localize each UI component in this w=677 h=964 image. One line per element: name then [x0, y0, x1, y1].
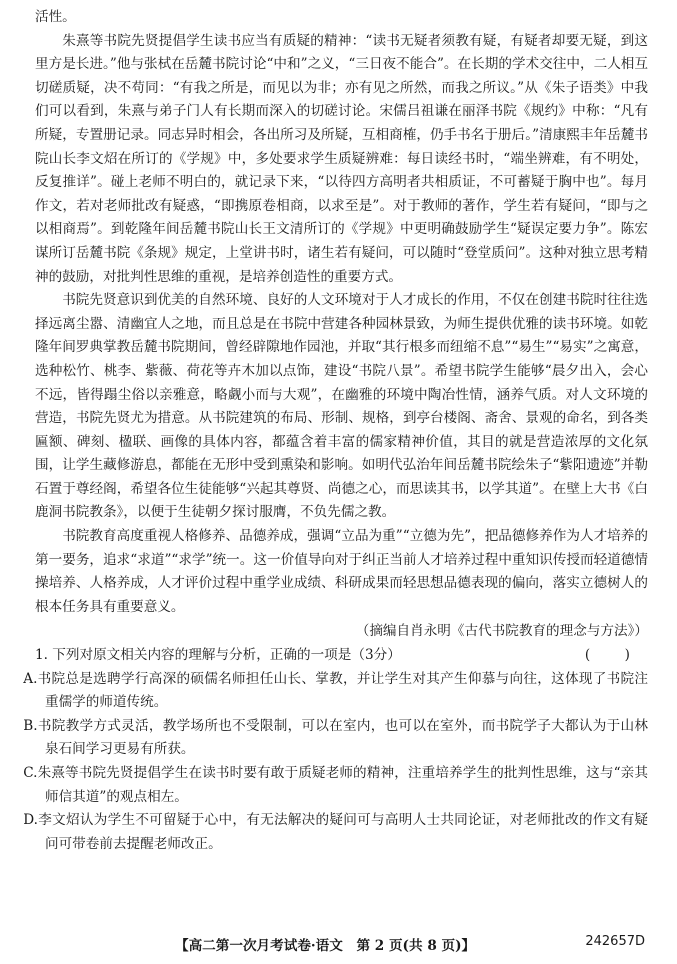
question-stem: [35, 644, 648, 668]
footer-title: 【高二第一次月考试卷·语文 第 2 页(共 8 页)】: [175, 938, 476, 954]
question-1: [23, 644, 648, 856]
option-b[interactable]: [23, 715, 648, 762]
passage-paragraph-1: 朱熹等书院先贤提倡学生读书应当有质疑的精神：“读书无疑者须教有疑，有疑者却要无疑，到这里方是长进。”他与张栻在岳麓书院讨论“中和”之义，“三日夜不能合”。在长期的学术交往中，二人相互切磋质疑，决不苟同：“有我之所是，而见以为非；亦有见之所然，而我之所议。”从《朱子语类》中我们可以看到，朱熹与弟子门人有长期而深入的切磋讨论。宋儒吕祖谦在丽泽书院《规约》中称：“凡有所疑，专置册记录。同志异时相会，各出所习及所疑，互相商榷，仍手书名于册后。”清康熙丰年岳麓书院山长李文炤在所订的《学规》中，多处要求学生质疑辨难：每日读经书时，“端坐辨难，有不明处，反复推详”。碰上老师不明白的，就记录下来，“以待四方高明者共相质证，不可蓄疑于胸中也”。每月作文，若对老师批改有疑惑，“即携原卷相商，以求至是”。对于教师的著作，学生若有疑问，“即与之以相商焉”。到乾隆年间岳麓书院山长王文清所订的《学规》中更明确鼓励学生“疑误定要力争”。陈宏谋所订岳麓书院《条规》规定，上堂讲书时，诸生若有疑问，可以随时“登堂质问”。这种对独立思考精神的鼓励，对批判性思维的重视，是培养创造性的重要方式。: [35, 32, 648, 285]
option-d-text: 李文炤认为学生不可留疑于心中，有无法解决的疑问可与高明人士共同论证，对老师批改的作文有疑问可带卷前去提醒老师改正。: [38, 812, 648, 852]
passage-source: （摘编自肖永明《古代书院教育的理念与方法》）: [355, 623, 648, 640]
passage-paragraph-2: 书院先贤意识到优美的自然环境、良好的人文环境对于人才成长的作用，不仅在创建书院时往往选择远离尘嚣、清幽宜人之地，而且总是在书院中营建各种园林景致，为师生提供优雅的读书环境。如乾隆年间罗典掌教岳麓书院期间，曾经辟隙地作园池，并取“其行根多而纽缩不息”“易生”“易实”之寓意，选种松竹、桃李、紫薇、荷花等卉木加以点饰，建设“书院八景”。希望书院学生能够“晨夕出入，会心不远，皆得蹋尘俗以亲雅意，略觑小而与大观”，在幽雅的环境中陶冶性情，涵养气质。对人文环境的营造，书院先贤尤为措意。从书院建筑的布局、形制、规格，到亭台楼阁、斋舍、景观的命名，到各类匾额、碑刻、楹联、画像的具体内容，都蕴含着丰富的儒家精神价值，其目的就是营造浓厚的文化氛围，让学生藏修游息，都能在无形中受到熏染和影响。如明代弘治年间岳麓书院绘朱子“紫阳遗迹”并勒石置于尊经阁，希望各位生徒能够“兴起其尊贤、尚德之心，而思读其书，以学其道”。在壁上大书《白鹿洞书院教条》，以便于生徒朝夕探讨服膺，不负先儒之教。: [35, 292, 648, 521]
option-c[interactable]: [23, 762, 648, 809]
option-c-letter: C.: [23, 765, 38, 781]
answer-blank[interactable]: ( ): [584, 647, 630, 664]
page-content: [23, 6, 648, 856]
footer-code: 242657D: [585, 934, 645, 949]
page-footer: [0, 934, 677, 958]
option-b-text: 书院教学方式灵活，教学场所也不受限制，可以在室内，也可以在室外，而书院学子大都认为于山林泉石间学习更易有所获。: [37, 717, 648, 758]
option-a-letter: A.: [23, 670, 38, 687]
option-b-letter: B.: [23, 717, 38, 734]
option-a[interactable]: [23, 668, 648, 715]
option-a-text: 书院总是选聘学行高深的硕儒名师担任山长、掌教，并让学生对其产生仰慕与向往，这体现了书院注重儒学的师道传统。: [37, 670, 648, 711]
passage-line0: 活性。: [35, 9, 76, 25]
option-d-letter: D.: [23, 812, 38, 829]
option-d[interactable]: [23, 809, 648, 856]
question-stem-text: 1. 下列对原文相关内容的理解与分析，正确的一项是（3分）: [35, 647, 401, 664]
option-c-text: 朱熹等书院先贤提倡学生在读书时要有敢于质疑老师的精神，注重培养学生的批判性思维，这与“亲其师信其道”的观点相左。: [37, 765, 648, 805]
passage-paragraph-3: 书院教育高度重视人格修养、品德养成，强调“立品为重”“立德为先”，把品德修养作为人才培养的第一要务，追求“求道”“求学”统一。这一价值导向对于纠正当前人才培养过程中重知识传授而轻道德情操培养、人格养成，人才评价过程中重学业成绩、科研成果而轻思想品德表现的偏向，落实立德树人的根本任务具有重要意义。: [35, 528, 648, 615]
